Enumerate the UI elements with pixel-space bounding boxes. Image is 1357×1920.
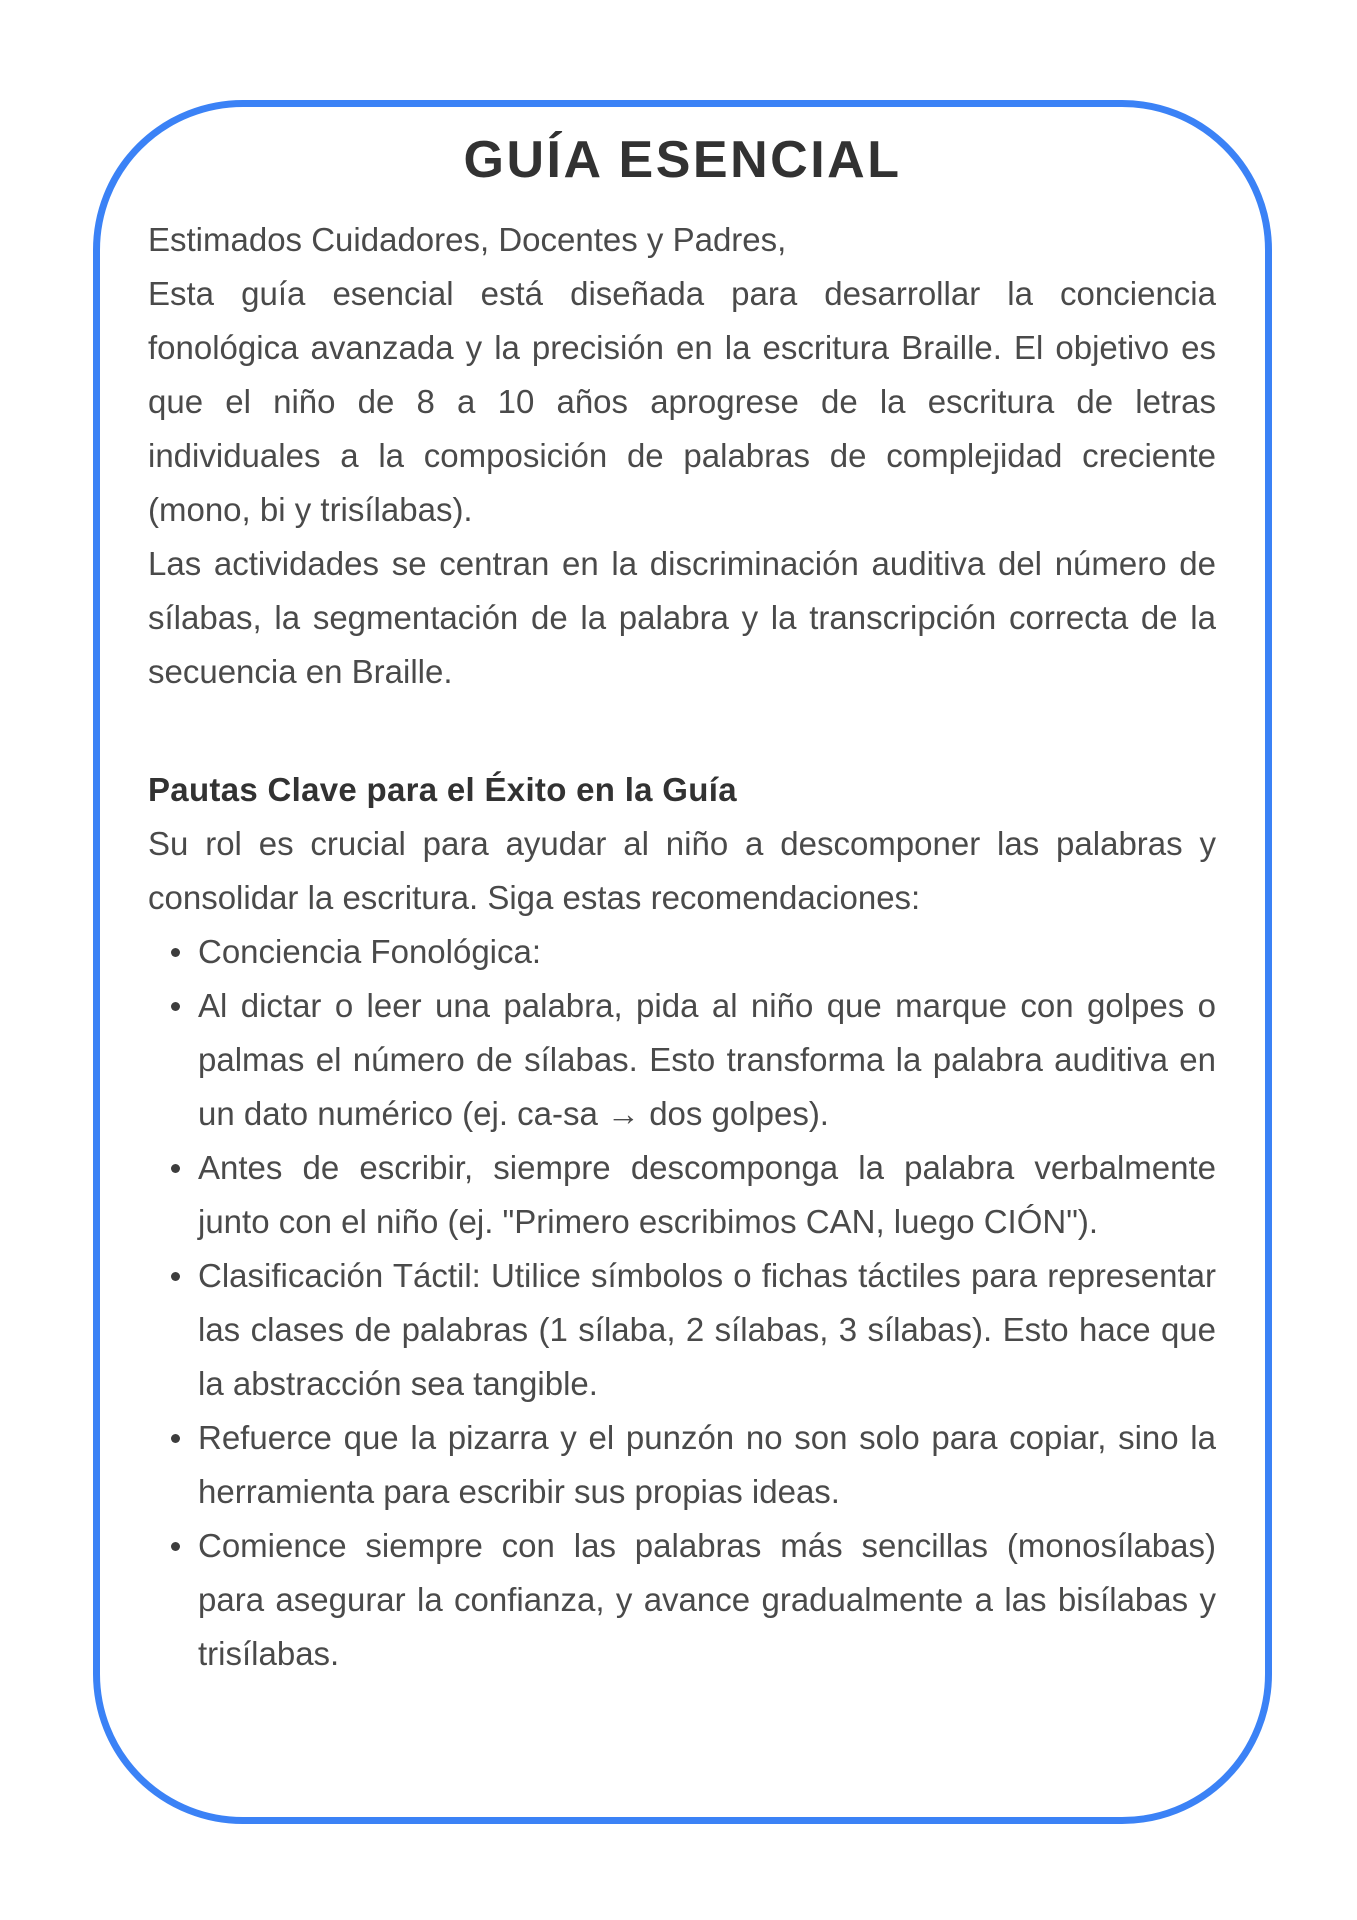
page-title: GUÍA ESENCIAL [463,131,902,189]
recommendation-item: Clasificación Táctil: Utilice símbolos o fichas táctiles para representar las clases de palabras (1 sílaba, 2 sílabas, 3 sílabas). Esto hace que la abstracción sea tangible. [198,1249,1216,1411]
recommendation-item: Refuerce que la pizarra y el punzón no son solo para copiar, sino la herramienta para escribir sus propias ideas. [198,1411,1216,1519]
recommendation-item: Comience siempre con las palabras más sencillas (monosílabas) para asegurar la confianza, y avance gradualmente a las bisílabas y trisílabas. [198,1519,1216,1681]
paragraph: Esta guía esencial está diseñada para desarrollar la conciencia fonológica avanzada y la precisión en la escritura Braille. El objetivo es que el niño de 8 a 10 años aprogrese de la escritura de letras individuales a la composición de palabras de complejidad creciente (mono, bi y trisílabas). [148,275,1216,528]
recommendations-list [148,925,1216,1681]
section-intro: Su rol es crucial para ayudar al niño a descomponer las palabras y consolidar la escritura. Siga estas recomendaciones: [148,825,1216,916]
greeting-line: Estimados Cuidadores, Docentes y Padres, [148,221,787,258]
section-heading: Pautas Clave para el Éxito en la Guía [148,771,737,808]
intro-paragraphs [148,267,1216,699]
paragraph: Las actividades se centran en la discriminación auditiva del número de sílabas, la segmentación de la palabra y la transcripción correcta de la secuencia en Braille. [148,545,1216,690]
recommendation-item: Antes de escribir, siempre descomponga la palabra verbalmente junto con el niño (ej. "Primero escribimos CAN, luego CIÓN"). [198,1141,1216,1249]
guide-card [93,100,1272,1824]
recommendation-item: Conciencia Fonológica: [198,925,1216,979]
recommendation-item: Al dictar o leer una palabra, pida al niño que marque con golpes o palmas el número de sílabas. Esto transforma la palabra auditiva en un dato numérico (ej. ca-sa → dos golpes). [198,979,1216,1141]
guide-body [148,213,1216,1681]
